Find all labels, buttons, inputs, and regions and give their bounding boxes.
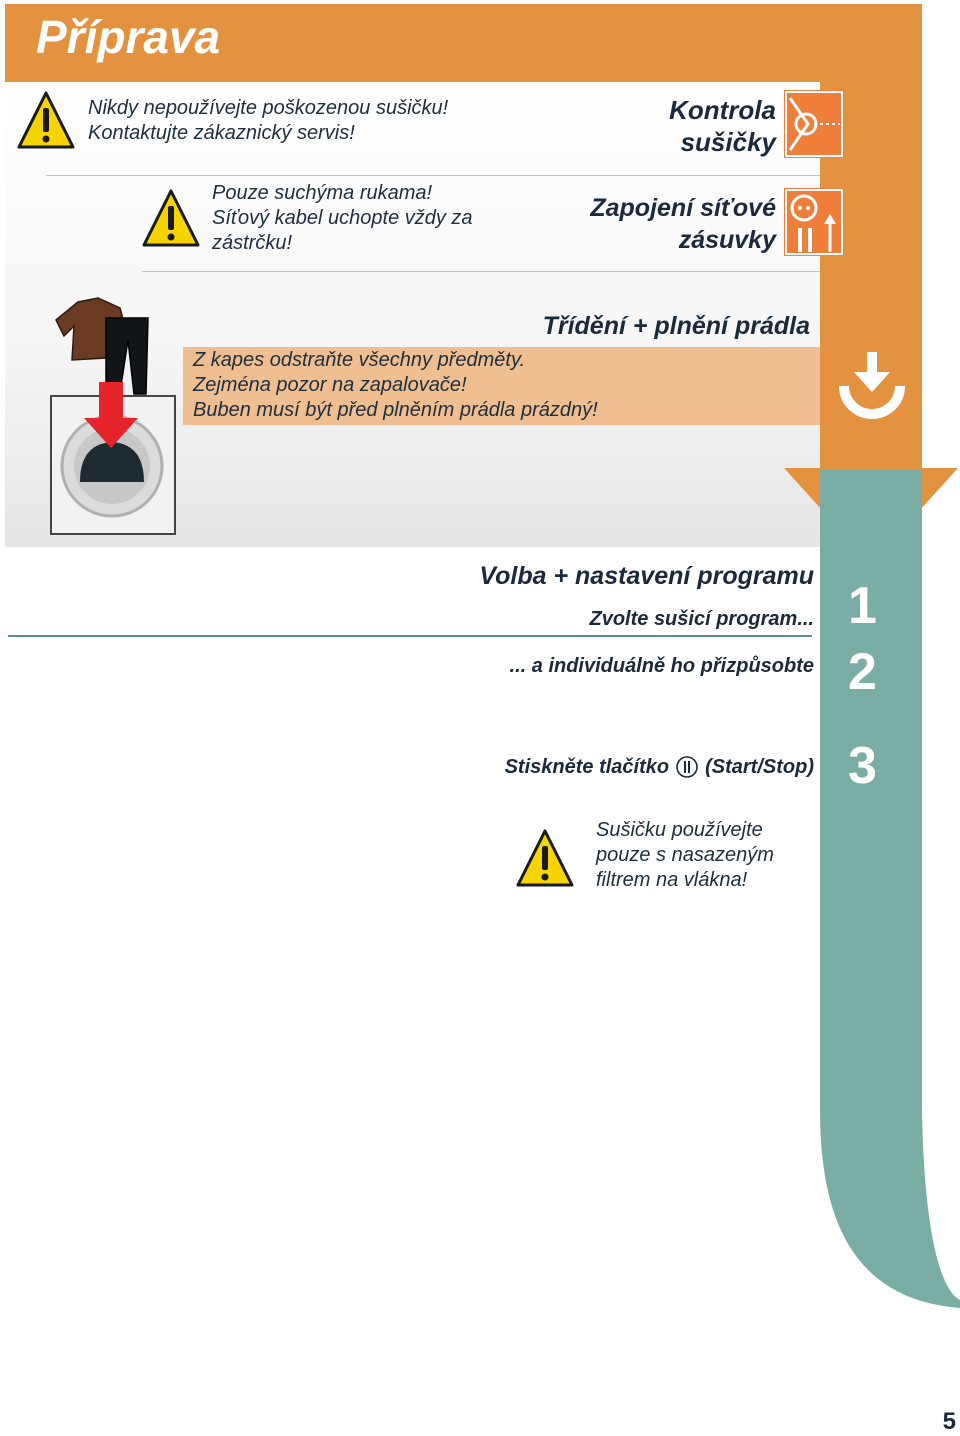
socket-heading-line2: zásuvky <box>678 226 776 254</box>
warning-filter-line2: pouze s nasazeným <box>596 844 774 866</box>
socket-heading-line1: Zapojení síťové <box>590 194 776 222</box>
step-number-1: 1 <box>848 577 877 635</box>
socket-icon <box>784 188 844 256</box>
dryer-check-icon <box>784 90 844 158</box>
warning-damaged-line2: Kontaktujte zákaznický servis! <box>88 122 355 144</box>
laundry-illustration <box>48 296 180 538</box>
warning-icon <box>516 828 574 888</box>
start-text: Stiskněte tlačítko <box>504 756 670 778</box>
load-laundry-icon <box>838 350 906 422</box>
warning-dryhands-line2: Síťový kabel uchopte vždy za <box>212 207 473 229</box>
step-number-3: 3 <box>848 737 877 795</box>
warning-dryhands-line3: zástrčku! <box>212 232 293 254</box>
teal-curve <box>820 1110 960 1310</box>
notice-line1: Z kapes odstraňte všechny předměty. <box>193 349 526 371</box>
start-stop-label: (Start/Stop) <box>705 756 814 778</box>
notice-line2: Zejména pozor na zapalovače! <box>193 374 467 396</box>
program-select-text: Zvolte sušicí program... <box>589 608 814 630</box>
warning-dryhands-line1: Pouze suchýma rukama! <box>212 182 433 204</box>
step-number-2: 2 <box>848 643 877 701</box>
notice-line3: Buben musí být před plněním prádla prázdný! <box>193 399 598 421</box>
check-heading-line2: sušičky <box>680 127 776 157</box>
warning-filter-line1: Sušičku používejte <box>596 819 763 841</box>
warning-filter-line3: filtrem na vlákna! <box>596 869 748 891</box>
warning-icon <box>17 90 75 150</box>
page-number: 5 <box>942 1408 956 1435</box>
program-heading: Volba + nastavení programu <box>479 562 814 590</box>
start-stop-icon <box>675 755 699 779</box>
warning-icon <box>142 188 200 248</box>
start-stop-instruction <box>505 754 814 780</box>
warning-damaged-line1: Nikdy nepoužívejte poškozenou sušičku! <box>88 97 449 119</box>
sorting-heading: Třídění + plnění prádla <box>542 312 810 340</box>
divider-line <box>46 175 820 176</box>
program-divider <box>8 635 812 637</box>
check-heading-line1: Kontrola <box>669 95 776 125</box>
program-adjust-text: ... a individuálně ho přizpůsobte <box>509 655 814 677</box>
divider-line <box>142 271 820 272</box>
page-title: Příprava <box>36 11 221 63</box>
